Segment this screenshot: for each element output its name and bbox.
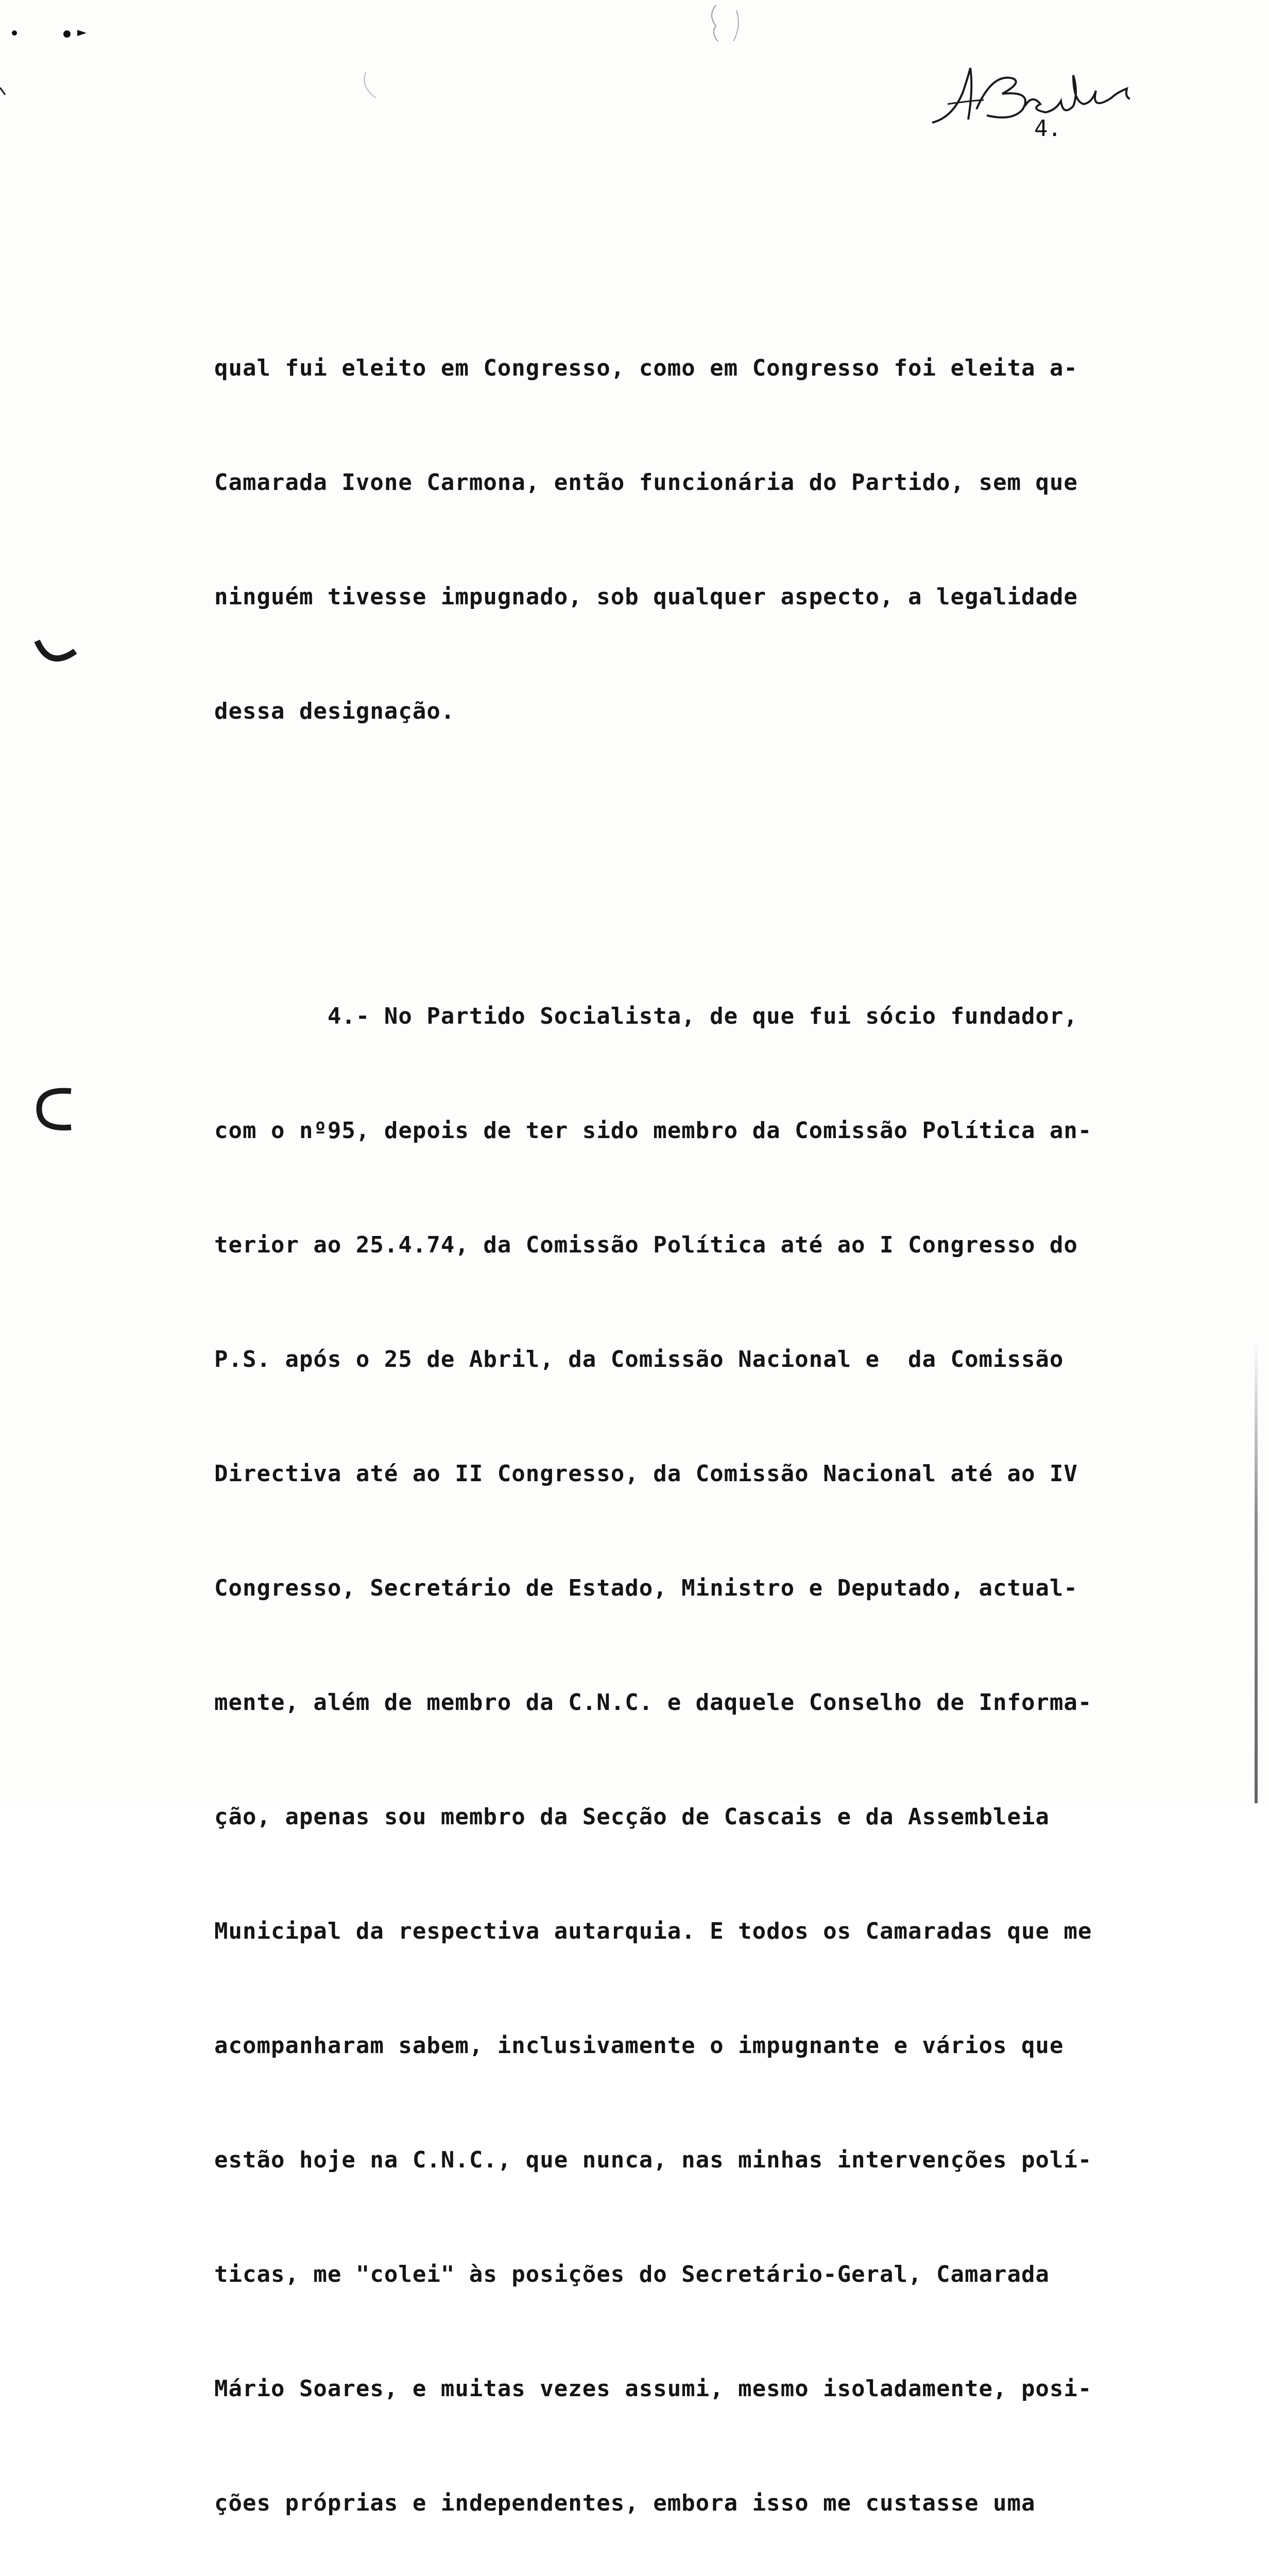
paragraph-1 (214, 273, 1224, 807)
scan-smudge-mark (355, 67, 397, 108)
text-line: ticas, me "colei" às posições do Secretário-Geral, Camarada (214, 2261, 1050, 2287)
paragraph-2 (214, 921, 1224, 2576)
text-line: estão hoje na C.N.C., que nunca, nas minhas intervenções polí- (214, 2147, 1092, 2173)
scan-edge-shadow (1255, 1340, 1258, 1803)
text-line: ções próprias e independentes, embora isso me custasse uma (214, 2490, 1036, 2516)
letter-body (214, 197, 1224, 2576)
text-line: P.S. após o 25 de Abril, da Comissão Nacional e da Comissão (214, 1346, 1064, 1372)
scan-fold-marks (700, 0, 762, 52)
text-line: terior ao 25.4.74, da Comissão Política até ao I Congresso do (214, 1232, 1078, 1258)
text-line: Municipal da respectiva autarquia. E todos os Camaradas que me (214, 1918, 1092, 1944)
text-line: 4.- No Partido Socialista, de que fui sócio fundador, (214, 1003, 1078, 1029)
text-line: mente, além de membro da C.N.C. e daquele Conselho de Informa- (214, 1689, 1092, 1716)
scan-speck-marks (0, 15, 113, 118)
text-line: qual fui eleito em Congresso, como em Congresso foi eleita a- (214, 355, 1078, 381)
text-line: Congresso, Secretário de Estado, Ministro e Deputado, actual- (214, 1575, 1078, 1601)
hole-punch-mark-upper (31, 634, 82, 675)
hole-punch-mark-lower (31, 1082, 82, 1133)
text-line: Camarada Ivone Carmona, então funcionária do Partido, sem que (214, 469, 1078, 496)
text-line: acompanharam sabem, inclusivamente o impugnante e vários que (214, 2032, 1064, 2059)
text-line: com o nº95, depois de ter sido membro da Comissão Política an- (214, 1117, 1092, 1144)
text-line: dessa designação. (214, 698, 455, 724)
text-line: ção, apenas sou membro da Secção de Cascais e da Assembleia (214, 1804, 1050, 1830)
text-line: Directiva até ao II Congresso, da Comissão Nacional até ao IV (214, 1461, 1078, 1487)
text-line: ninguém tivesse impugnado, sob qualquer aspecto, a legalidade (214, 584, 1078, 610)
text-line: Mário Soares, e muitas vezes assumi, mesmo isoladamente, posi- (214, 2376, 1092, 2402)
page-number: 4. (1034, 115, 1061, 142)
